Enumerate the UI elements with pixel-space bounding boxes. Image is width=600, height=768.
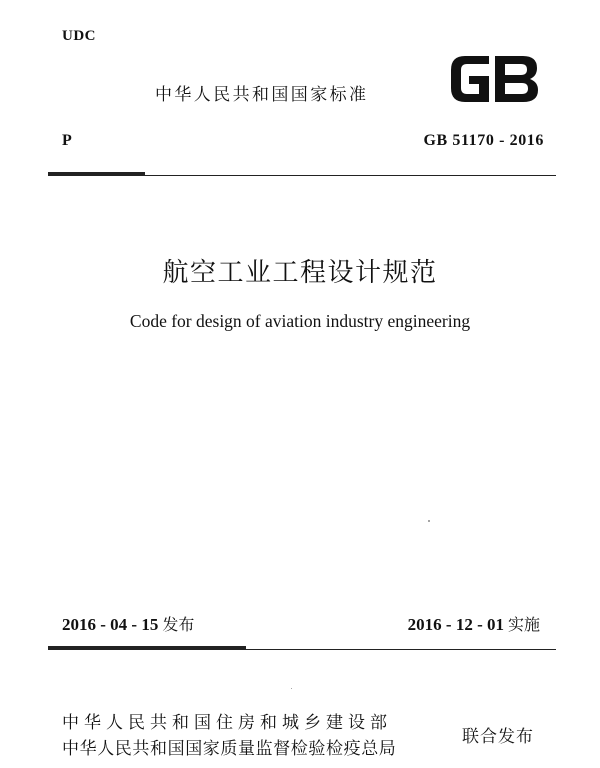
release-date: 2016 - 04 - 15 xyxy=(62,615,159,634)
joint-release-label: 联合发布 xyxy=(462,727,534,747)
effective-date-line xyxy=(408,612,540,635)
national-standard-heading: 中华人民共和国国家标准 xyxy=(155,85,369,105)
udc-label: UDC xyxy=(62,28,96,44)
release-date-line xyxy=(62,612,194,635)
scan-speck xyxy=(428,520,430,522)
footer-divider xyxy=(48,649,556,650)
gb-logo-icon xyxy=(445,50,543,108)
category-code: P xyxy=(62,132,72,149)
title-english: Code for design of aviation industry engineering xyxy=(129,311,471,331)
title-chinese: 航空工业工程设计规范 xyxy=(162,258,438,288)
effective-date: 2016 - 12 - 01 xyxy=(407,615,504,634)
standard-number: GB 51170 - 2016 xyxy=(423,132,544,149)
effective-label: 实施 xyxy=(507,615,540,634)
release-label: 发布 xyxy=(162,615,195,634)
issuer-aqsiq: 中华人民共和国国家质量监督检验检疫总局 xyxy=(62,739,397,759)
scan-speck xyxy=(291,688,292,689)
issuer-ministry-housing: 中华人民共和国住房和城乡建设部 xyxy=(62,713,392,733)
header-divider xyxy=(48,175,556,176)
